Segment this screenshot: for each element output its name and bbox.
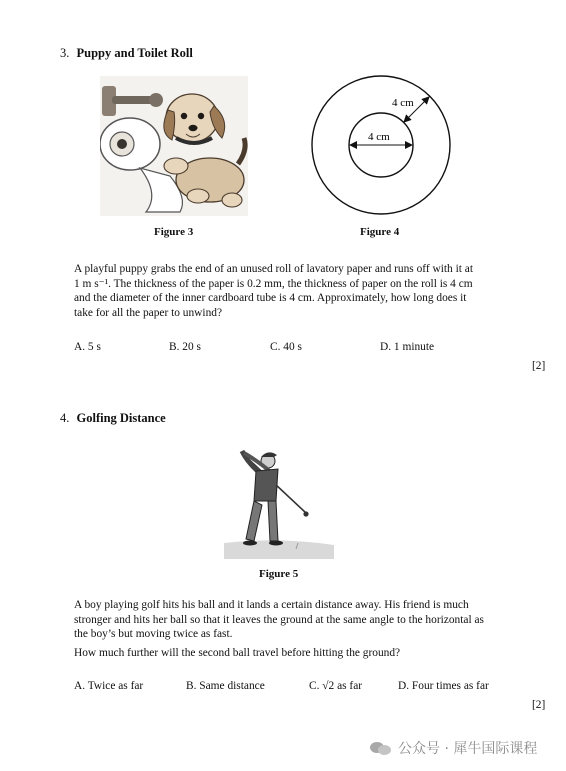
figure-5-caption: Figure 5 [259,568,299,580]
question-3-marks: [2] [532,360,546,372]
question-4-heading [60,411,166,426]
figure-3-caption: Figure 3 [154,226,194,238]
question-4-option-d[interactable]: D. Four times as far [398,680,489,692]
question-3-line: and the diameter of the inner cardboard tube is 4 cm. Approximately, how long does it [74,292,467,305]
question-3-text [74,262,504,320]
question-3-line: A playful puppy grabs the end of an unused roll of lavatory paper and runs off with it at [74,263,473,275]
question-3-option-a[interactable]: A. 5 s [74,341,101,353]
question-4-line: the boy’s but moving twice as fast. [74,628,233,641]
watermark-text: 公众号 · 犀牛国际课程 [398,741,538,757]
diameter-label: 4 cm [368,131,390,143]
question-4-line: A boy playing golf hits his ball and it lands a certain distance away. His friend is much [74,599,469,611]
golfer-illustration [224,439,334,559]
question-4-title: Golfing Distance [76,411,166,425]
figure-5-image [224,439,334,559]
roll-cross-section-diagram [308,72,454,218]
question-3-option-b[interactable]: B. 20 s [169,341,201,353]
question-4-option-a[interactable]: A. Twice as far [74,680,144,692]
wechat-icon [370,740,392,756]
question-3-heading [60,46,193,61]
question-3-number: 3. [60,46,70,60]
question-4-marks: [2] [532,699,546,711]
figure-4-diagram [308,72,454,218]
question-4-prompt: How much further will the second ball travel before hitting the ground? [74,647,401,659]
question-4-option-c[interactable]: C. √2 as far [309,680,363,692]
watermark [370,738,537,758]
question-3-option-c[interactable]: C. 40 s [270,341,302,353]
figure-3-image [100,76,248,216]
thickness-label: 4 cm [392,97,414,109]
question-3-line: 1 m s⁻¹. The thickness of the paper is 0.2 mm, the thickness of paper on the roll is 4 cm [74,277,473,290]
question-3-title: Puppy and Toilet Roll [76,46,193,60]
question-3-option-d[interactable]: D. 1 minute [380,341,435,353]
question-3-line: take for all the paper to unwind? [74,306,223,319]
question-4-option-b[interactable]: B. Same distance [186,680,265,692]
puppy-toilet-roll-illustration [100,76,248,216]
question-4-line: stronger and hits her ball so that it leaves the ground at the same angle to the horizontal as [74,613,484,626]
question-4-text [74,598,504,642]
figure-4-caption: Figure 4 [360,226,400,238]
question-4-number: 4. [60,411,70,425]
